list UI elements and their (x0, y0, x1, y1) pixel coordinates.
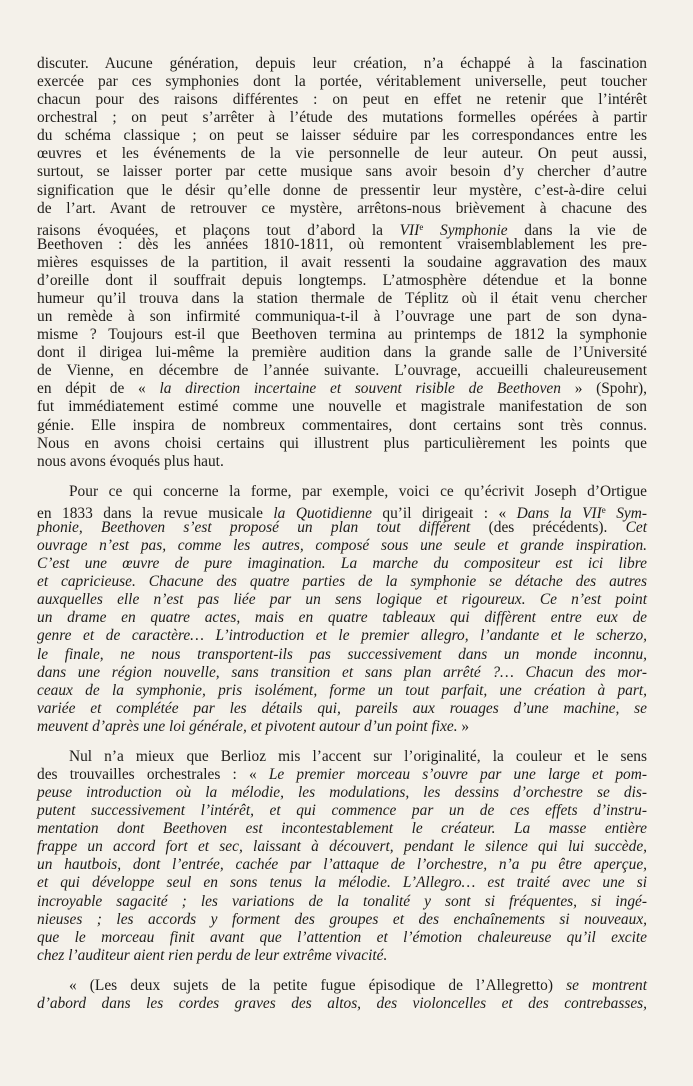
text-line (37, 838, 647, 856)
italic-text: ceaux de la symphonie, pris isolément, forme un tout parfait, une création à part, (37, 681, 647, 699)
italic-text: Symphonie (440, 221, 508, 239)
text-run: du schéma classique ; on peut se laisser séduire par les correspondances entre les (37, 127, 647, 145)
italic-text: incroyable sagacité ; les variations de la tonalité y sont si fréquentes, si ingé- (37, 892, 647, 910)
italic-text: Dans la VII (516, 504, 602, 522)
text-run: » (457, 717, 470, 735)
text-run: Beethoven : dès les années 1810-1811, où remontent vraisemblablement les pre- (37, 235, 647, 253)
italic-text: Le premier morceau s’ouvre par une large et pom- (268, 765, 647, 783)
text-line (37, 784, 647, 802)
text-line (37, 109, 647, 127)
italic-text: putent successivement l’intérêt, et qui commence par un de ces effets d’instru- (37, 802, 647, 820)
text-run: Pour ce qui concerne la forme, par exemple, voici ce qu’écrivit Joseph d’Ortigue (69, 482, 647, 500)
italic-text: VII (399, 221, 420, 239)
italic-text: Sym- (605, 504, 647, 522)
text-line (37, 766, 647, 784)
text-line (37, 555, 647, 573)
text-line (37, 344, 647, 362)
text-line (37, 127, 647, 145)
italic-text: d’abord dans les cordes graves des altos, des violoncelles et des contrebasses, (37, 994, 647, 1012)
text-run: d’oreille dont il souffrait depuis longtemps. L’atmosphère détendue et la bonne (37, 271, 647, 289)
text-line (37, 537, 647, 555)
text-run: raisons évoquées, et plaçons tout d’abord la (37, 221, 400, 239)
text-run: signification que le désir qu’elle donne de pressentir leur mystère, c’est-à-dire celui (37, 181, 647, 199)
text-line (37, 200, 647, 218)
text-run: des trouvailles orchestrales : « (37, 765, 269, 783)
text-line (37, 163, 647, 181)
italic-text: et capricieuse. Chacune des quatre parties de la symphonie se détache des autres (37, 573, 647, 591)
text-line (37, 748, 647, 766)
text-line (37, 435, 647, 453)
text-line (37, 591, 647, 609)
text-run: (des précédents). (470, 518, 626, 536)
page-body (37, 55, 647, 1013)
paragraph-gap (37, 471, 647, 483)
italic-text: C’est une œuvre de pure imagination. La marche du compositeur est ici libre (37, 555, 647, 573)
italic-text: la Quotidienne (273, 504, 372, 522)
text-run: Nous en avons choisi certains qui illustrent plus particulièrement les points que (37, 434, 647, 452)
text-line (37, 182, 647, 200)
text-line (37, 700, 647, 718)
text-run: nous avons évoqués plus haut. (37, 452, 224, 470)
text-line (37, 995, 647, 1013)
paragraph-gap (37, 965, 647, 977)
italic-text: dans une région nouvelle, sans transition et sans plan arrêté ?… Chacun des mor- (37, 663, 647, 681)
text-line (37, 911, 647, 929)
text-line (37, 73, 647, 91)
text-line (37, 856, 647, 874)
text-run: » (Spohr), (560, 380, 647, 398)
text-line (37, 947, 647, 965)
italic-text: genre et de caractère… L’introduction et le premier allegro, l’andante et le scherzo, (37, 627, 647, 645)
italic-text: que le morceau finit avant que l’attention et l’émotion chaleureuse qu’il excite (37, 928, 647, 946)
italic-text: phonie, Beethoven s’est proposé un plan tout différent (37, 518, 471, 536)
text-line (37, 929, 647, 947)
text-run: surtout, se laisser porter par cette musique sans avoir besoin d’y chercher d’autre (37, 163, 647, 181)
text-run: « (Les deux sujets de la petite fugue épisodique de l’Allegretto) (69, 976, 567, 994)
text-line (37, 609, 647, 627)
text-run: qu’il dirigeait : « (371, 504, 517, 522)
italic-text: peuse introduction où la mélodie, les modulations, les dessins d’orchestre se dis- (37, 784, 647, 802)
text-line (37, 483, 647, 501)
text-run: fut immédiatement estimé comme une nouvelle et magistrale manifestation de son (37, 398, 647, 416)
paragraph-gap (37, 736, 647, 748)
italic-text: ouvrage n’est pas, comme les autres, composé sous une seule et grande inspiration. (37, 537, 647, 555)
text-line (37, 326, 647, 344)
paragraph (37, 748, 647, 965)
text-line (37, 893, 647, 911)
paragraph (37, 55, 647, 471)
italic-text: variée et complétée par les détails qui, pareils aux rouages d’une machine, se (37, 699, 647, 717)
text-line (37, 501, 647, 522)
text-run: de l’art. Avant de retrouver ce mystère, arrêtons-nous brièvement à chacune des (37, 199, 647, 217)
text-line (37, 290, 647, 308)
italic-text: Cet (625, 518, 647, 536)
text-line (37, 380, 647, 398)
text-line (37, 362, 647, 380)
superscript: e (601, 504, 606, 515)
text-run: œuvres et les événements de la vie personnelle de leur auteur. On peut aussi, (37, 145, 647, 163)
text-line (37, 977, 647, 995)
text-line (37, 398, 647, 416)
text-line (37, 874, 647, 892)
text-run: exercée par ces symphonies dont la portée, véritablement universelle, peut toucher (37, 73, 647, 91)
italic-text: et qui développe seul en sons tenus la mélodie. L’Allegro… est traité avec une si (37, 874, 647, 892)
text-run: en dépit de « (37, 380, 160, 398)
text-run: discuter. Aucune génération, depuis leur création, n’a échappé à la fascination (37, 55, 647, 72)
text-line (37, 417, 647, 435)
text-line (37, 91, 647, 109)
text-line (37, 236, 647, 254)
text-line (37, 453, 647, 471)
italic-text: le finale, ne nous transportent-ils pas successivement dans un monde inconnu, (37, 645, 647, 663)
text-line (37, 254, 647, 272)
text-line (37, 272, 647, 290)
superscript: e (419, 221, 424, 232)
text-run: dans la vie de (507, 221, 647, 239)
text-line (37, 55, 647, 73)
text-run: misme ? Toujours est-il que Beethoven termina au printemps de 1812 la symphonie (37, 326, 647, 344)
text-run: chacun pour des raisons différentes : on peut en effet ne retenir que l’intérêt (37, 91, 647, 109)
text-run: en 1833 dans la revue musicale (37, 504, 274, 522)
italic-text: auxquelles elle n’est pas liée par un sens logique et rigoureux. Ce n’est point (37, 591, 647, 609)
italic-text: meuvent d’après une loi générale, et pivotent autour d’un point fixe. (37, 717, 458, 735)
paragraph (37, 977, 647, 1013)
text-run: génie. Elle inspira de nombreux commentaires, dont certains sont très connus. (37, 416, 647, 434)
text-run: mières esquisses de la partition, il avait ressenti la soudaine aggravation des maux (37, 253, 647, 271)
text-line (37, 646, 647, 664)
text-line (37, 718, 647, 736)
text-line (37, 627, 647, 645)
italic-text: frappe un accord fort et sec, laissant à découvert, pendant le silence qui lui succède, (37, 838, 647, 856)
italic-text: chez l’auditeur aient rien perdu de leur extrême vivacité. (37, 946, 388, 964)
text-line (37, 145, 647, 163)
italic-text: se montrent (566, 976, 647, 994)
text-line (37, 820, 647, 838)
text-line (37, 802, 647, 820)
text-line (37, 682, 647, 700)
text-run: Nul n’a mieux que Berlioz mis l’accent sur l’originalité, la couleur et le sens (69, 747, 647, 765)
text-run: humeur qu’il trouva dans la station thermale de Téplitz où il était venu chercher (37, 290, 647, 308)
italic-text: nieuses ; les accords y forment des groupes et des enchaînements si nouveaux, (37, 910, 647, 928)
text-run: orchestral ; on peut s’arrêter à l’étude des mutations formelles opérées à partir (37, 109, 647, 127)
italic-text: un drame en quatre actes, mais en quatre tableaux qui diffèrent entre eux de (37, 609, 647, 627)
text-line (37, 308, 647, 326)
text-run: de Vienne, en décembre de l’année suivante. L’ouvrage, accueilli chaleureusement (37, 362, 647, 380)
text-line (37, 218, 647, 239)
text-line (37, 519, 647, 537)
text-line (37, 664, 647, 682)
italic-text: un hautbois, dont l’entrée, cachée par l’attaque de l’orchestre, n’a pu être aperçue, (37, 856, 647, 874)
text-run: un remède à son infirmité communiqua-t-il à l’ouvrage une part de son dyna- (37, 308, 647, 326)
paragraph (37, 483, 647, 736)
italic-text: la direction incertaine et souvent risible de Beethoven (159, 380, 561, 398)
italic-text: mentation dont Beethoven est incontestablement le créateur. La masse entière (37, 820, 647, 838)
text-line (37, 573, 647, 591)
text-run: dont il dirigea lui-même la première audition dans la grande salle de l’Université (37, 344, 647, 362)
